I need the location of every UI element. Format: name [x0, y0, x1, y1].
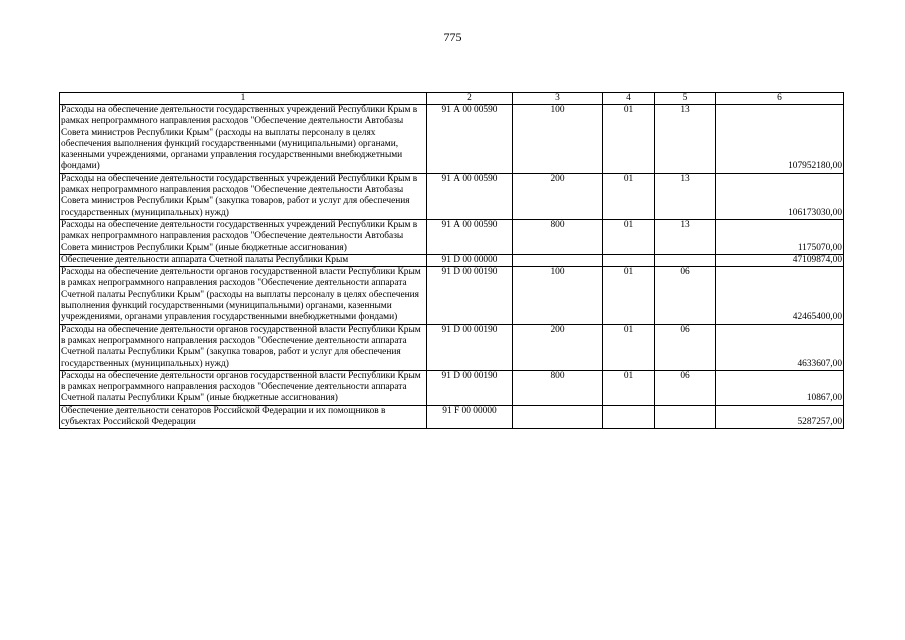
amount: 1175070,00 [716, 219, 844, 254]
expense-type-code: 800 [513, 219, 603, 254]
expense-type-code [513, 254, 603, 266]
expense-name: Расходы на обеспечение деятельности органов государственной власти Республики Крым в рамках непрограммного направления расходов "Обеспечение деятельности аппарата Счетной палаты Республики Крым" (закупка товаров, работ и услуг для обеспечения государственных (муниципальных) нужд) [60, 324, 427, 370]
subsection-code [655, 254, 716, 266]
section-code [603, 405, 655, 429]
header-cell: 5 [655, 93, 716, 105]
amount: 42465400,00 [716, 267, 844, 324]
subsection-code: 13 [655, 173, 716, 219]
expense-name: Расходы на обеспечение деятельности органов государственной власти Республики Крым в рамках непрограммного направления расходов "Обеспечение деятельности аппарата Счетной палаты Республики Крым" (расходы на выплаты персоналу в целях обеспечения выполнения функций государственными (муниципальными) органами, казенными учреждениями, органами управления государственными внебюджетными фондами) [60, 267, 427, 324]
target-code: 91 А 00 00590 [427, 105, 513, 174]
expense-type-code: 200 [513, 173, 603, 219]
budget-table [59, 92, 844, 429]
amount: 106173030,00 [716, 173, 844, 219]
expense-name: Расходы на обеспечение деятельности органов государственной власти Республики Крым в рамках непрограммного направления расходов "Обеспечение деятельности аппарата Счетной палаты Республики Крым" (иные бюджетные ассигнования) [60, 370, 427, 405]
table-row [60, 219, 844, 254]
expense-type-code: 100 [513, 105, 603, 174]
target-code: 91 D 00 00000 [427, 254, 513, 266]
subsection-code: 06 [655, 370, 716, 405]
section-code [603, 254, 655, 266]
table-row [60, 105, 844, 174]
table-row [60, 370, 844, 405]
target-code: 91 D 00 00190 [427, 324, 513, 370]
amount: 4633607,00 [716, 324, 844, 370]
table-row [60, 405, 844, 429]
header-cell: 4 [603, 93, 655, 105]
expense-name: Расходы на обеспечение деятельности государственных учреждений Республики Крым в рамках непрограммного направления расходов "Обеспечение деятельности Автобазы Совета министров Республики Крым" (расходы на выплаты персоналу в целях обеспечения выполнения функций государственными (муниципальными) органами, казенными учреждениями, органами управления государственными внебюджетными фондами) [60, 105, 427, 174]
expense-type-code: 200 [513, 324, 603, 370]
amount: 107952180,00 [716, 105, 844, 174]
amount: 10867,00 [716, 370, 844, 405]
target-code: 91 D 00 00190 [427, 267, 513, 324]
subsection-code: 13 [655, 105, 716, 174]
header-cell: 1 [60, 93, 427, 105]
section-code: 01 [603, 173, 655, 219]
table-row [60, 173, 844, 219]
subsection-code: 13 [655, 219, 716, 254]
expense-name: Обеспечение деятельности сенаторов Российской Федерации и их помощников в субъектах Российской Федерации [60, 405, 427, 429]
target-code: 91 А 00 00590 [427, 219, 513, 254]
subsection-code [655, 405, 716, 429]
section-code: 01 [603, 370, 655, 405]
amount: 5287257,00 [716, 405, 844, 429]
table-row [60, 267, 844, 324]
target-code: 91 F 00 00000 [427, 405, 513, 429]
subsection-code: 06 [655, 324, 716, 370]
expense-type-code [513, 405, 603, 429]
expense-name: Расходы на обеспечение деятельности государственных учреждений Республики Крым в рамках непрограммного направления расходов "Обеспечение деятельности Автобазы Совета министров Республики Крым" (иные бюджетные ассигнования) [60, 219, 427, 254]
expense-type-code: 100 [513, 267, 603, 324]
expense-name: Обеспечение деятельности аппарата Счетной палаты Республики Крым [60, 254, 427, 266]
table-row [60, 254, 844, 266]
table-row [60, 324, 844, 370]
expense-type-code: 800 [513, 370, 603, 405]
section-code: 01 [603, 324, 655, 370]
target-code: 91 А 00 00590 [427, 173, 513, 219]
expense-name: Расходы на обеспечение деятельности государственных учреждений Республики Крым в рамках непрограммного направления расходов "Обеспечение деятельности Автобазы Совета министров Республики Крым" (закупка товаров, работ и услуг для обеспечения государственных (муниципальных) нужд) [60, 173, 427, 219]
target-code: 91 D 00 00190 [427, 370, 513, 405]
amount: 47109874,00 [716, 254, 844, 266]
header-cell: 3 [513, 93, 603, 105]
section-code: 01 [603, 267, 655, 324]
section-code: 01 [603, 219, 655, 254]
header-cell: 6 [716, 93, 844, 105]
header-cell: 2 [427, 93, 513, 105]
header-row [60, 93, 844, 105]
subsection-code: 06 [655, 267, 716, 324]
section-code: 01 [603, 105, 655, 174]
page-number: 775 [443, 30, 462, 44]
